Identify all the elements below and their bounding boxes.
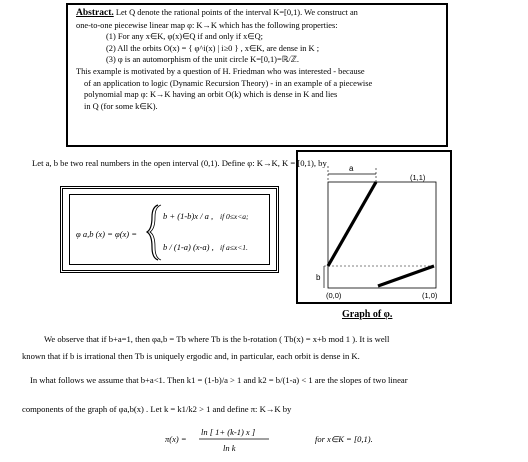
abstract-property-2: (2) All the orbits O(x) = { φ^i(x) | i≥0 } , x∈K, are dense in K ;	[106, 43, 320, 53]
abstract-line-9: in Q (for some k∈K).	[84, 101, 158, 111]
abstract-line-1: Abstract. Let Q denote the rational points of the interval K=[0,1). We construct an	[76, 8, 358, 18]
graph-caption: Graph of φ.	[342, 309, 393, 320]
graph-of-phi	[298, 152, 450, 302]
label-a: a	[349, 164, 354, 173]
abstract-property-3: (3) φ is an automorphism of the unit circle K=[0,1)=ℝ/ℤ.	[106, 55, 299, 65]
label-1-1: (1,1)	[410, 173, 426, 182]
abstract-property-1: (1) For any x∈K, φ(x)∈Q if and only if x∈Q;	[106, 32, 263, 42]
label-b: b	[316, 273, 321, 282]
formula-inner-frame	[69, 194, 270, 265]
rotation-paragraph-2: known that if b is irrational then Tb is uniquely ergodic and, in particular, each orbit is dense in K.	[22, 351, 360, 361]
pi-condition: for x∈K = [0,1).	[315, 434, 373, 444]
pi-denominator: ln k	[223, 443, 236, 453]
abstract-line-8: polynomial map φ: K→K having an orbit O(k) which is dense in K and lies	[84, 90, 338, 100]
label-0-0: (0,0)	[326, 291, 342, 300]
abstract-line-2: one-to-one piecewise linear map φ: K→K which has the following properties:	[76, 20, 338, 30]
slopes-paragraph-2: components of the graph of φa,b(x) . Let k = k1/k2 > 1 and define π: K→K by	[22, 404, 292, 414]
branch-1-line	[328, 182, 376, 266]
label-1-0: (1,0)	[422, 291, 438, 300]
abstract-heading: Abstract.	[76, 8, 114, 18]
case1-expression: b + (1-b)x / a ,	[163, 211, 214, 221]
case1-condition: if 0≤x<a;	[220, 212, 249, 221]
formula-lhs: φ a,b (x) = φ(x) =	[76, 229, 137, 239]
case2-expression: b / (1-a) (x-a) ,	[163, 242, 214, 252]
pi-lhs: π(x) =	[165, 434, 187, 444]
graph-frame	[296, 150, 452, 304]
abstract-line-6: This example is motivated by a question of H. Friedman who was interested - because	[76, 66, 365, 76]
brace-icon	[147, 205, 158, 260]
abstract-line-7: of an application to logic (Dynamic Recursion Theory) - in an example of a piecewise	[84, 78, 373, 88]
piecewise-formula	[70, 195, 275, 270]
case2-condition: if a≤x<1.	[220, 243, 248, 252]
slopes-paragraph-1: In what follows we assume that b+a<1. Then k1 = (1-b)/a > 1 and k2 = b/(1-a) < 1 are the slopes of two linear	[30, 375, 408, 385]
formula-frame	[60, 186, 279, 273]
rotation-paragraph-1: We observe that if b+a=1, then φa,b = Tb where Tb is the b-rotation ( Tb(x) = x+b mod 1 ). It is well	[44, 334, 390, 344]
pi-formula	[165, 424, 425, 458]
define-paragraph: Let a, b be two real numbers in the open interval (0,1). Define φ: K→K, K = [0,1), by	[32, 158, 327, 168]
abstract-box	[66, 3, 448, 147]
pi-numerator: ln [ 1+ (k-1) x ]	[201, 427, 256, 437]
branch-2-line	[378, 266, 434, 286]
